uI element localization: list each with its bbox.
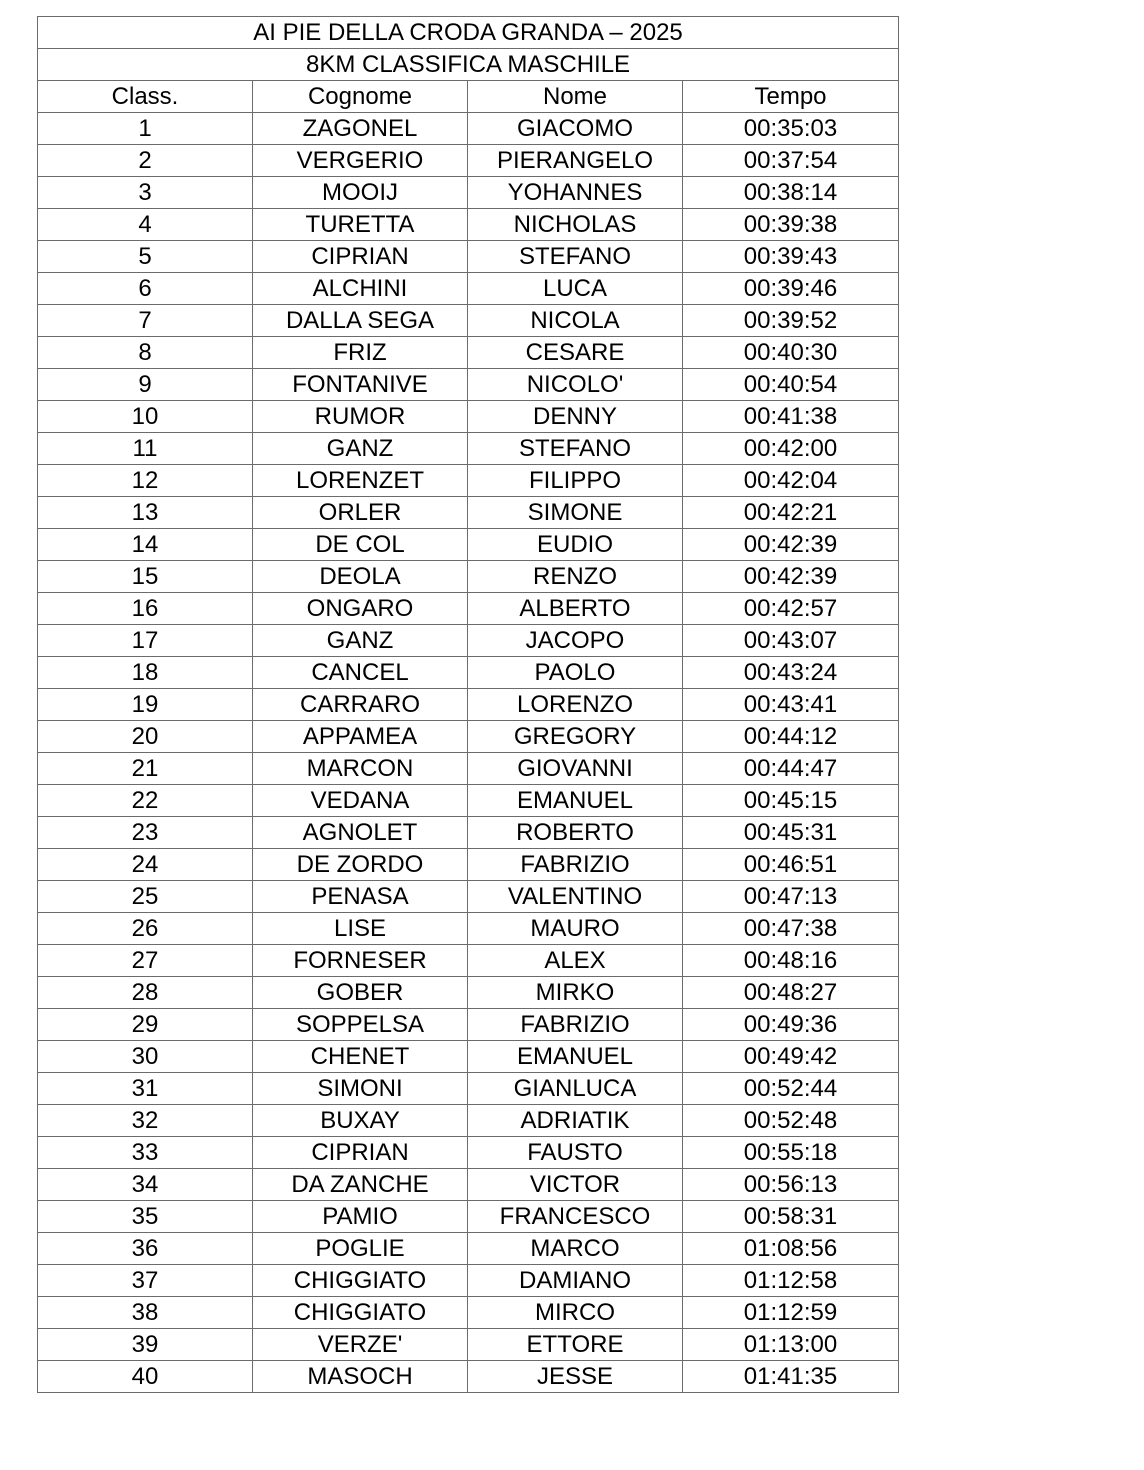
time-cell: 00:44:47 <box>683 753 899 785</box>
surname-cell: CIPRIAN <box>253 241 468 273</box>
table-row <box>38 113 899 145</box>
table-row <box>38 689 899 721</box>
time-cell: 00:43:41 <box>683 689 899 721</box>
surname-cell: BUXAY <box>253 1105 468 1137</box>
rank-cell: 2 <box>38 145 253 177</box>
time-cell: 00:38:14 <box>683 177 899 209</box>
firstname-cell: JESSE <box>468 1361 683 1393</box>
surname-cell: DE ZORDO <box>253 849 468 881</box>
time-cell: 00:58:31 <box>683 1201 899 1233</box>
surname-cell: MASOCH <box>253 1361 468 1393</box>
rank-cell: 5 <box>38 241 253 273</box>
table-row <box>38 529 899 561</box>
time-cell: 00:39:52 <box>683 305 899 337</box>
firstname-cell: VICTOR <box>468 1169 683 1201</box>
surname-cell: POGLIE <box>253 1233 468 1265</box>
table-row <box>38 657 899 689</box>
firstname-cell: FAUSTO <box>468 1137 683 1169</box>
table-row <box>38 177 899 209</box>
surname-cell: ORLER <box>253 497 468 529</box>
firstname-cell: FABRIZIO <box>468 1009 683 1041</box>
table-row <box>38 913 899 945</box>
table-row <box>38 1297 899 1329</box>
surname-cell: ZAGONEL <box>253 113 468 145</box>
rank-cell: 15 <box>38 561 253 593</box>
rank-cell: 26 <box>38 913 253 945</box>
table-row <box>38 977 899 1009</box>
time-cell: 01:12:59 <box>683 1297 899 1329</box>
document-title: AI PIE DELLA CRODA GRANDA – 2025 <box>38 17 899 49</box>
surname-cell: CIPRIAN <box>253 1137 468 1169</box>
table-row <box>38 401 899 433</box>
firstname-cell: EUDIO <box>468 529 683 561</box>
firstname-cell: CESARE <box>468 337 683 369</box>
time-cell: 01:13:00 <box>683 1329 899 1361</box>
firstname-cell: NICOLO' <box>468 369 683 401</box>
time-cell: 00:48:27 <box>683 977 899 1009</box>
firstname-cell: ETTORE <box>468 1329 683 1361</box>
firstname-cell: ALBERTO <box>468 593 683 625</box>
table-row <box>38 1201 899 1233</box>
surname-cell: GANZ <box>253 433 468 465</box>
time-cell: 00:41:38 <box>683 401 899 433</box>
firstname-cell: ROBERTO <box>468 817 683 849</box>
time-cell: 00:47:13 <box>683 881 899 913</box>
firstname-cell: EMANUEL <box>468 1041 683 1073</box>
rank-cell: 31 <box>38 1073 253 1105</box>
table-row <box>38 145 899 177</box>
results-body <box>38 17 899 1393</box>
firstname-cell: DAMIANO <box>468 1265 683 1297</box>
rank-cell: 37 <box>38 1265 253 1297</box>
firstname-cell: MIRKO <box>468 977 683 1009</box>
rank-cell: 6 <box>38 273 253 305</box>
surname-cell: CARRARO <box>253 689 468 721</box>
firstname-cell: PAOLO <box>468 657 683 689</box>
rank-cell: 4 <box>38 209 253 241</box>
surname-cell: AGNOLET <box>253 817 468 849</box>
surname-cell: DE COL <box>253 529 468 561</box>
time-cell: 00:56:13 <box>683 1169 899 1201</box>
rank-cell: 33 <box>38 1137 253 1169</box>
surname-cell: FORNESER <box>253 945 468 977</box>
table-row <box>38 721 899 753</box>
rank-cell: 17 <box>38 625 253 657</box>
table-row <box>38 1009 899 1041</box>
rank-cell: 40 <box>38 1361 253 1393</box>
firstname-cell: ALEX <box>468 945 683 977</box>
rank-cell: 21 <box>38 753 253 785</box>
rank-cell: 3 <box>38 177 253 209</box>
time-cell: 00:39:46 <box>683 273 899 305</box>
time-cell: 00:42:00 <box>683 433 899 465</box>
surname-cell: ONGARO <box>253 593 468 625</box>
time-cell: 00:40:54 <box>683 369 899 401</box>
title-row <box>38 17 899 49</box>
time-cell: 00:47:38 <box>683 913 899 945</box>
surname-cell: GANZ <box>253 625 468 657</box>
time-cell: 00:48:16 <box>683 945 899 977</box>
table-row <box>38 1233 899 1265</box>
surname-cell: VERZE' <box>253 1329 468 1361</box>
table-row <box>38 1265 899 1297</box>
rank-cell: 23 <box>38 817 253 849</box>
rank-cell: 36 <box>38 1233 253 1265</box>
time-cell: 00:49:36 <box>683 1009 899 1041</box>
table-row <box>38 465 899 497</box>
surname-cell: FONTANIVE <box>253 369 468 401</box>
time-cell: 01:41:35 <box>683 1361 899 1393</box>
table-row <box>38 1073 899 1105</box>
surname-cell: MOOIJ <box>253 177 468 209</box>
time-cell: 00:42:39 <box>683 561 899 593</box>
rank-cell: 22 <box>38 785 253 817</box>
surname-cell: DEOLA <box>253 561 468 593</box>
rank-cell: 28 <box>38 977 253 1009</box>
table-row <box>38 1137 899 1169</box>
time-cell: 00:52:44 <box>683 1073 899 1105</box>
surname-cell: APPAMEA <box>253 721 468 753</box>
firstname-cell: NICOLA <box>468 305 683 337</box>
firstname-cell: DENNY <box>468 401 683 433</box>
surname-cell: CANCEL <box>253 657 468 689</box>
firstname-cell: FILIPPO <box>468 465 683 497</box>
rank-cell: 16 <box>38 593 253 625</box>
rank-cell: 32 <box>38 1105 253 1137</box>
time-cell: 00:44:12 <box>683 721 899 753</box>
time-cell: 01:08:56 <box>683 1233 899 1265</box>
firstname-cell: GIOVANNI <box>468 753 683 785</box>
time-cell: 00:49:42 <box>683 1041 899 1073</box>
firstname-cell: LORENZO <box>468 689 683 721</box>
time-cell: 00:42:04 <box>683 465 899 497</box>
header-row <box>38 81 899 113</box>
table-row <box>38 625 899 657</box>
surname-cell: TURETTA <box>253 209 468 241</box>
time-cell: 00:39:38 <box>683 209 899 241</box>
firstname-cell: SIMONE <box>468 497 683 529</box>
time-cell: 00:35:03 <box>683 113 899 145</box>
header-rank: Class. <box>38 81 253 113</box>
table-row <box>38 1041 899 1073</box>
rank-cell: 39 <box>38 1329 253 1361</box>
surname-cell: VEDANA <box>253 785 468 817</box>
rank-cell: 29 <box>38 1009 253 1041</box>
time-cell: 00:45:15 <box>683 785 899 817</box>
header-firstname: Nome <box>468 81 683 113</box>
firstname-cell: ADRIATIK <box>468 1105 683 1137</box>
rank-cell: 38 <box>38 1297 253 1329</box>
table-row <box>38 1169 899 1201</box>
rank-cell: 12 <box>38 465 253 497</box>
rank-cell: 13 <box>38 497 253 529</box>
firstname-cell: YOHANNES <box>468 177 683 209</box>
rank-cell: 19 <box>38 689 253 721</box>
surname-cell: FRIZ <box>253 337 468 369</box>
time-cell: 00:42:57 <box>683 593 899 625</box>
table-row <box>38 849 899 881</box>
firstname-cell: NICHOLAS <box>468 209 683 241</box>
table-row <box>38 785 899 817</box>
time-cell: 00:37:54 <box>683 145 899 177</box>
time-cell: 00:55:18 <box>683 1137 899 1169</box>
firstname-cell: JACOPO <box>468 625 683 657</box>
rank-cell: 10 <box>38 401 253 433</box>
time-cell: 01:12:58 <box>683 1265 899 1297</box>
firstname-cell: LUCA <box>468 273 683 305</box>
header-surname: Cognome <box>253 81 468 113</box>
time-cell: 00:42:39 <box>683 529 899 561</box>
subtitle-row <box>38 49 899 81</box>
firstname-cell: GIACOMO <box>468 113 683 145</box>
surname-cell: CHENET <box>253 1041 468 1073</box>
table-row <box>38 945 899 977</box>
firstname-cell: GREGORY <box>468 721 683 753</box>
table-row <box>38 433 899 465</box>
table-row <box>38 753 899 785</box>
firstname-cell: EMANUEL <box>468 785 683 817</box>
table-row <box>38 273 899 305</box>
surname-cell: DALLA SEGA <box>253 305 468 337</box>
rank-cell: 9 <box>38 369 253 401</box>
surname-cell: VERGERIO <box>253 145 468 177</box>
rank-cell: 8 <box>38 337 253 369</box>
rank-cell: 18 <box>38 657 253 689</box>
firstname-cell: PIERANGELO <box>468 145 683 177</box>
firstname-cell: FABRIZIO <box>468 849 683 881</box>
rank-cell: 11 <box>38 433 253 465</box>
table-row <box>38 1361 899 1393</box>
firstname-cell: FRANCESCO <box>468 1201 683 1233</box>
firstname-cell: MARCO <box>468 1233 683 1265</box>
rank-cell: 25 <box>38 881 253 913</box>
rank-cell: 1 <box>38 113 253 145</box>
time-cell: 00:52:48 <box>683 1105 899 1137</box>
surname-cell: MARCON <box>253 753 468 785</box>
rank-cell: 27 <box>38 945 253 977</box>
firstname-cell: MIRCO <box>468 1297 683 1329</box>
surname-cell: SOPPELSA <box>253 1009 468 1041</box>
surname-cell: ALCHINI <box>253 273 468 305</box>
rank-cell: 20 <box>38 721 253 753</box>
surname-cell: LISE <box>253 913 468 945</box>
header-time: Tempo <box>683 81 899 113</box>
time-cell: 00:39:43 <box>683 241 899 273</box>
firstname-cell: VALENTINO <box>468 881 683 913</box>
rank-cell: 7 <box>38 305 253 337</box>
time-cell: 00:45:31 <box>683 817 899 849</box>
surname-cell: CHIGGIATO <box>253 1297 468 1329</box>
table-row <box>38 241 899 273</box>
firstname-cell: GIANLUCA <box>468 1073 683 1105</box>
time-cell: 00:46:51 <box>683 849 899 881</box>
surname-cell: PAMIO <box>253 1201 468 1233</box>
firstname-cell: MAURO <box>468 913 683 945</box>
surname-cell: DA ZANCHE <box>253 1169 468 1201</box>
table-row <box>38 369 899 401</box>
firstname-cell: STEFANO <box>468 433 683 465</box>
table-row <box>38 881 899 913</box>
surname-cell: LORENZET <box>253 465 468 497</box>
table-row <box>38 1329 899 1361</box>
surname-cell: PENASA <box>253 881 468 913</box>
time-cell: 00:40:30 <box>683 337 899 369</box>
results-table <box>37 16 899 1393</box>
table-row <box>38 497 899 529</box>
surname-cell: RUMOR <box>253 401 468 433</box>
rank-cell: 30 <box>38 1041 253 1073</box>
rank-cell: 14 <box>38 529 253 561</box>
firstname-cell: STEFANO <box>468 241 683 273</box>
surname-cell: GOBER <box>253 977 468 1009</box>
time-cell: 00:43:24 <box>683 657 899 689</box>
table-row <box>38 305 899 337</box>
table-row <box>38 561 899 593</box>
rank-cell: 34 <box>38 1169 253 1201</box>
surname-cell: CHIGGIATO <box>253 1265 468 1297</box>
rank-cell: 24 <box>38 849 253 881</box>
table-row <box>38 1105 899 1137</box>
time-cell: 00:43:07 <box>683 625 899 657</box>
rank-cell: 35 <box>38 1201 253 1233</box>
document-subtitle: 8KM CLASSIFICA MASCHILE <box>38 49 899 81</box>
firstname-cell: RENZO <box>468 561 683 593</box>
table-row <box>38 817 899 849</box>
table-row <box>38 337 899 369</box>
time-cell: 00:42:21 <box>683 497 899 529</box>
table-row <box>38 593 899 625</box>
table-row <box>38 209 899 241</box>
surname-cell: SIMONI <box>253 1073 468 1105</box>
